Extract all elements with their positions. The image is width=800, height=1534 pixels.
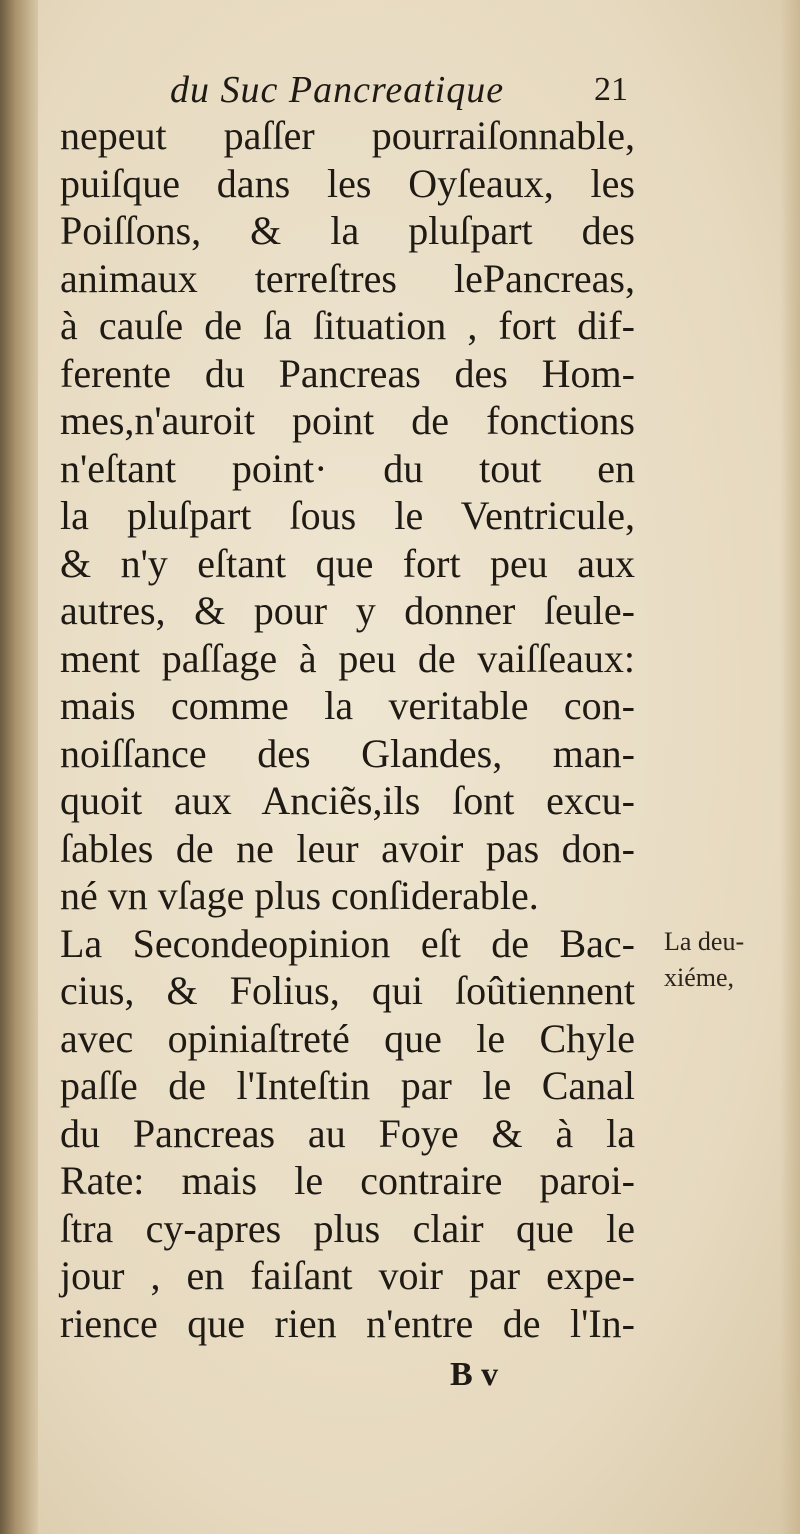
text-line: ſables de ne leur avoir pas don- (60, 825, 635, 871)
text-line: n'eſtant point· du tout en (60, 445, 635, 491)
text-line: ferente du Pancreas des Hom- (60, 350, 635, 396)
text-line: rience que rien n'entre de l'In- (60, 1300, 635, 1346)
text-line: mes,n'auroit point de fonctions (60, 398, 635, 443)
text-line: né vn vſage plus conſiderable. (60, 873, 539, 918)
text-line: quoit aux Anciẽs,ils ſont excu- (60, 778, 635, 823)
text-line: nepeut paſſer pourraiſonnable, (60, 113, 635, 158)
running-head: du Suc Pancreatique (170, 69, 505, 111)
margin-note (664, 924, 794, 996)
text-line: à cauſe de ſa ſituation , fort dif- (60, 303, 635, 348)
text-line: & n'y eſtant que fort peu aux (60, 540, 635, 586)
text-line: puiſque dans les Oyſeaux, les (60, 160, 635, 206)
text-line: La Secondeopinion eſt de Bac- (60, 920, 635, 966)
margin-note-line: La deu- (664, 927, 745, 956)
page-header (170, 66, 640, 114)
text-line: Poiſſons, & la pluſpart des (60, 208, 635, 253)
margin-note-line: xiéme, (664, 963, 735, 992)
text-line: mais comme la veritable con- (60, 683, 635, 728)
page-edge-shadow (780, 0, 800, 1534)
signature-mark: B v (450, 1356, 499, 1393)
text-line: jour , en faiſant voir par expe- (60, 1253, 635, 1298)
text-line: Rate: mais le contraire paroi- (60, 1158, 635, 1203)
page-gutter (0, 0, 38, 1534)
text-line: ment paſſage à peu de vaiſſeaux: (60, 635, 635, 681)
text-line: la pluſpart ſous le Ventricule, (60, 493, 635, 538)
text-line: cius, & Folius, qui ſoûtiennent (60, 968, 635, 1013)
text-line: animaux terreſtres lePancreas, (60, 255, 635, 301)
text-line: noiſſance des Glandes, man- (60, 730, 635, 776)
text-line: autres, & pour y donner ſeule- (60, 588, 635, 633)
text-line: paſſe de l'Inteſtin par le Canal (60, 1063, 635, 1108)
page-number: 21 (594, 71, 628, 108)
text-line: du Pancreas au Foye & à la (60, 1110, 635, 1156)
text-line: avec opiniaſtreté que le Chyle (60, 1015, 635, 1061)
text-line: ſtra cy-apres plus clair que le (60, 1205, 635, 1251)
body-text (60, 112, 635, 1347)
